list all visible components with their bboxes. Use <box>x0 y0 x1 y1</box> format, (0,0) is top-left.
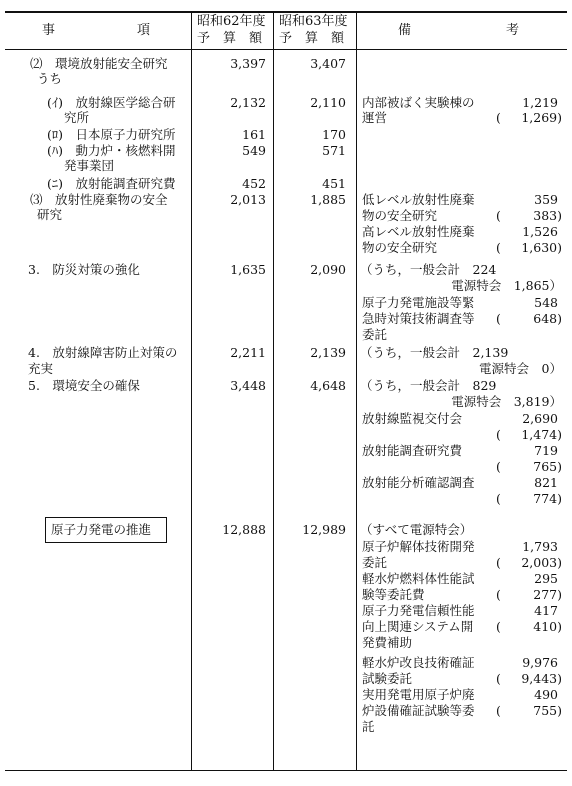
header-budget62-line2: 予 算 額 <box>197 31 263 46</box>
header-budget63-line2: 予 算 額 <box>279 31 345 46</box>
row-disaster-v63: 2,090 <box>310 262 346 277</box>
header-item-a: 事 <box>42 23 56 38</box>
row-env-safety-item: 5. 環境安全の確保 <box>28 378 140 393</box>
row-nirs-note-cont: 運営 <box>362 110 388 125</box>
row-waste-note2: 高レベル放射性廃棄 <box>362 224 475 239</box>
row-waste-item: ⑶ 放射性廃棄物の安全 <box>30 192 168 207</box>
top-rule <box>5 11 567 13</box>
row-nirs-note-paren: ( <box>496 110 501 125</box>
row-env-safety-v63: 4,648 <box>310 378 346 393</box>
nuclear-note-a: 原子炉解体技術開発 <box>362 539 475 554</box>
header-budget62-line1: 昭和62年度 <box>197 14 266 29</box>
row-waste-v63: 1,885 <box>310 192 346 207</box>
row-nirs-item-cont: 究所 <box>64 110 90 125</box>
row-nirs-note-value: 1,219 <box>522 95 558 110</box>
row-env-safety-note1-prev: 1,474) <box>521 427 562 442</box>
row-disaster-note1-cont: 急時対策技術調査等 <box>362 311 475 326</box>
row-disaster-note1-cont2: 委託 <box>362 327 388 342</box>
row-radiation-injury-v62: 2,211 <box>230 345 266 360</box>
row-env-radioactivity-item: ⑵ 環境放射能安全研究 <box>30 56 168 71</box>
row-env-safety-note2-prev: 765) <box>533 459 562 474</box>
nuclear-note-a-paren: ( <box>496 555 501 570</box>
nuclear-note-a-value: 1,793 <box>522 539 558 554</box>
row-radiation-injury-item-cont: 充実 <box>28 361 54 376</box>
row-radiation-injury-v63: 2,139 <box>310 345 346 360</box>
row-env-safety-note2: 放射能調査研究費 <box>362 443 463 458</box>
nuclear-note-d-prev: 9,443) <box>521 671 562 686</box>
row-radiation-injury-note: （うち，一般会計 2,139 <box>360 345 509 360</box>
header-item-b: 項 <box>137 23 151 38</box>
row-env-safety-note1-paren: ( <box>496 427 501 442</box>
nuclear-note-e-value: 490 <box>534 687 558 702</box>
row-jaeri-v63: 170 <box>322 127 346 142</box>
row-pnc-item: (ﾊ) 動力炉・核燃料開 <box>47 143 176 158</box>
row-nirs-note-prev: 1,269) <box>521 110 562 125</box>
row-radiation-injury-note-cont: 電源特会 0） <box>479 361 562 376</box>
row-nirs-item: (ｲ) 放射線医学総合研 <box>47 95 176 110</box>
column-divider-1 <box>191 11 192 770</box>
row-disaster-v62: 1,635 <box>230 262 266 277</box>
row-env-safety-note: （うち，一般会計 829 <box>360 378 497 393</box>
row-nuclear-power-v63: 12,989 <box>302 522 346 537</box>
row-env-radioactivity-v62: 3,397 <box>230 56 266 71</box>
row-pnc-item-cont: 発事業団 <box>64 158 115 173</box>
row-waste-note1-cont: 物の安全研究 <box>362 208 438 223</box>
row-jaeri-item: (ﾛ) 日本原子力研究所 <box>47 127 176 142</box>
row-disaster-note-cont: 電源特会 1,865） <box>451 278 562 293</box>
row-waste-note1: 低レベル放射性廃棄 <box>362 192 475 207</box>
row-env-safety-note-cont: 電源特会 3,819） <box>451 394 562 409</box>
row-env-radioactivity-item-cont: うち <box>37 71 63 86</box>
row-survey-v63: 451 <box>322 176 346 191</box>
nuclear-note-c-prev: 410) <box>533 619 562 634</box>
nuclear-note-c-cont: 向上関連システム開 <box>362 619 474 634</box>
nuclear-note-d: 軽水炉改良技術確証 <box>362 655 475 670</box>
nuclear-note-e-prev: 755) <box>533 703 562 718</box>
row-env-safety-note3-paren: ( <box>496 491 501 506</box>
row-env-radioactivity-v63: 3,407 <box>310 56 346 71</box>
row-nuclear-power-v62: 12,888 <box>222 522 266 537</box>
row-nirs-note: 内部被ばく実験棟の <box>362 95 475 110</box>
row-waste-note1-value: 359 <box>534 192 558 207</box>
row-env-safety-note2-value: 719 <box>534 443 558 458</box>
row-env-safety-note3-value: 821 <box>534 475 558 490</box>
nuclear-note-a-prev: 2,003) <box>521 555 562 570</box>
header-notes-a: 備 <box>398 23 412 38</box>
row-pnc-v63: 571 <box>322 143 346 158</box>
nuclear-note-e-paren: ( <box>496 703 501 718</box>
row-disaster-note1-prev: 648) <box>533 311 562 326</box>
row-waste-note2-paren: ( <box>496 240 501 255</box>
row-radiation-injury-item: 4. 放射線障害防止対策の <box>28 345 178 360</box>
nuclear-note-d-value: 9,976 <box>522 655 558 670</box>
row-waste-note2-value: 1,526 <box>522 224 558 239</box>
row-disaster-note: （うち，一般会計 224 <box>360 262 497 277</box>
row-env-safety-note3-prev: 774) <box>533 491 562 506</box>
row-env-safety-note1: 放射線監視交付会 <box>362 411 463 426</box>
nuclear-note-c: 原子力発電信頼性能 <box>362 603 475 618</box>
nuclear-note-b: 軽水炉燃料体性能試 <box>362 571 475 586</box>
row-nirs-v62: 2,132 <box>230 95 266 110</box>
nuclear-note-b-paren: ( <box>496 587 501 602</box>
nuclear-note-c-paren: ( <box>496 619 501 634</box>
row-survey-item: (ﾆ) 放射能調査研究費 <box>47 176 176 191</box>
row-nuclear-power-note-head: （すべて電源特会） <box>360 522 473 537</box>
row-pnc-v62: 549 <box>242 143 266 158</box>
row-disaster-note1-paren: ( <box>496 311 501 326</box>
row-disaster-item: 3. 防災対策の強化 <box>28 262 140 277</box>
nuclear-note-c-cont2: 発費補助 <box>362 635 413 650</box>
row-waste-item-cont: 研究 <box>37 207 63 222</box>
nuclear-note-e-cont2: 託 <box>362 719 375 734</box>
row-nirs-v63: 2,110 <box>310 95 346 110</box>
nuclear-note-d-cont: 試験委託 <box>362 671 413 686</box>
row-jaeri-v62: 161 <box>242 127 266 142</box>
row-disaster-note1: 原子力発電施設等緊 <box>362 295 475 310</box>
row-disaster-note1-value: 548 <box>534 295 558 310</box>
nuclear-note-e: 実用発電用原子炉廃 <box>362 687 475 702</box>
nuclear-note-c-value: 417 <box>534 603 558 618</box>
row-env-safety-note1-value: 2,690 <box>522 411 558 426</box>
row-env-safety-note2-paren: ( <box>496 459 501 474</box>
column-divider-2 <box>273 11 274 770</box>
row-survey-v62: 452 <box>242 176 266 191</box>
row-env-safety-v62: 3,448 <box>230 378 266 393</box>
row-waste-note1-paren: ( <box>496 208 501 223</box>
row-env-safety-note3: 放射能分析確認調査 <box>362 475 475 490</box>
row-waste-note1-prev: 383) <box>533 208 562 223</box>
nuclear-note-b-cont: 験等委託費 <box>362 587 425 602</box>
row-nuclear-power-item: 原子力発電の推進 <box>51 522 152 537</box>
nuclear-note-e-cont: 炉設備確証試験等委 <box>362 703 475 718</box>
row-waste-note2-prev: 1,630) <box>521 240 562 255</box>
header-rule <box>5 49 567 50</box>
column-divider-3 <box>356 11 357 770</box>
row-waste-note2-cont: 物の安全研究 <box>362 240 438 255</box>
nuclear-note-b-value: 295 <box>534 571 558 586</box>
nuclear-note-d-paren: ( <box>496 671 501 686</box>
nuclear-note-a-cont: 委託 <box>362 555 388 570</box>
bottom-rule <box>5 770 567 771</box>
nuclear-note-b-prev: 277) <box>533 587 562 602</box>
row-waste-v62: 2,013 <box>230 192 266 207</box>
header-budget63-line1: 昭和63年度 <box>279 14 348 29</box>
header-notes-b: 考 <box>506 23 520 38</box>
